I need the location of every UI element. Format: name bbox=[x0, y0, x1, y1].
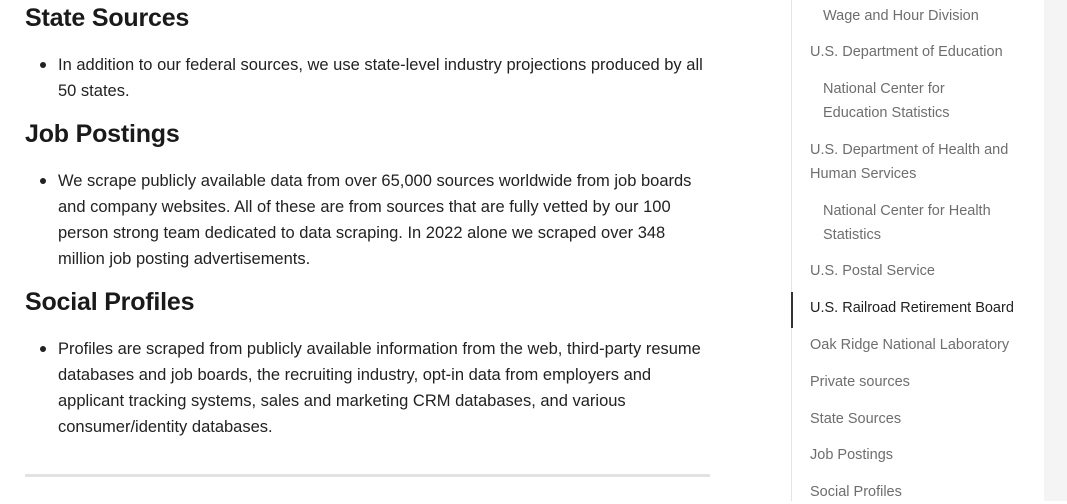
scrollbar-track[interactable] bbox=[1044, 0, 1067, 501]
state-sources-list bbox=[25, 52, 705, 104]
toc-item-us-postal-service[interactable]: U.S. Postal Service bbox=[810, 263, 935, 279]
toc-item-us-railroad-retirement-board[interactable]: U.S. Railroad Retirement Board bbox=[810, 300, 1014, 316]
toc-item-national-center-health-statistics[interactable]: National Center for Health bbox=[823, 203, 991, 219]
section-divider bbox=[25, 474, 710, 477]
toc-item-national-center-education-statistics-cont[interactable]: Education Statistics bbox=[823, 105, 950, 121]
toc-item-national-center-health-statistics-cont[interactable]: Statistics bbox=[823, 227, 882, 243]
toc-item-national-center-education-statistics[interactable]: National Center for bbox=[823, 81, 945, 97]
job-postings-list bbox=[25, 168, 705, 272]
toc-item-us-department-of-education[interactable]: U.S. Department of Education bbox=[810, 44, 1003, 60]
list-item: Profiles are scraped from publicly available information from the web, third-party resume databases and job boards, the recruiting industry, opt-in data from employers and applicant tracking systems, sales and marketing CRM databases, and various consumer/identity databases. bbox=[25, 336, 705, 440]
toc-item-wage-and-hour-division[interactable]: Wage and Hour Division bbox=[823, 8, 979, 24]
section-heading-state-sources: State Sources bbox=[25, 4, 190, 32]
toc-item-us-department-health-human-services-cont[interactable]: Human Services bbox=[810, 166, 917, 182]
list-item: We scrape publicly available data from over 65,000 sources worldwide from job boards and company websites. All of these are from sources that are fully vetted by our 100 person strong team dedicated to data scraping. In 2022 alone we scraped over 348 million job posting advertisements. bbox=[25, 168, 705, 272]
toc-active-indicator bbox=[791, 292, 793, 328]
toc-item-private-sources[interactable]: Private sources bbox=[810, 374, 910, 390]
social-profiles-list bbox=[25, 336, 705, 440]
table-of-contents bbox=[791, 0, 1045, 501]
section-heading-social-profiles: Social Profiles bbox=[25, 288, 195, 316]
toc-item-job-postings[interactable]: Job Postings bbox=[810, 447, 894, 463]
toc-item-state-sources[interactable]: State Sources bbox=[810, 411, 902, 427]
list-item: In addition to our federal sources, we use state-level industry projections produced by all 50 states. bbox=[25, 52, 705, 104]
section-heading-job-postings: Job Postings bbox=[25, 120, 180, 148]
toc-item-oak-ridge-national-laboratory[interactable]: Oak Ridge National Laboratory bbox=[810, 337, 1010, 353]
toc-item-us-department-health-human-services[interactable]: U.S. Department of Health and bbox=[810, 142, 1009, 158]
toc-item-social-profiles[interactable]: Social Profiles bbox=[810, 484, 902, 500]
